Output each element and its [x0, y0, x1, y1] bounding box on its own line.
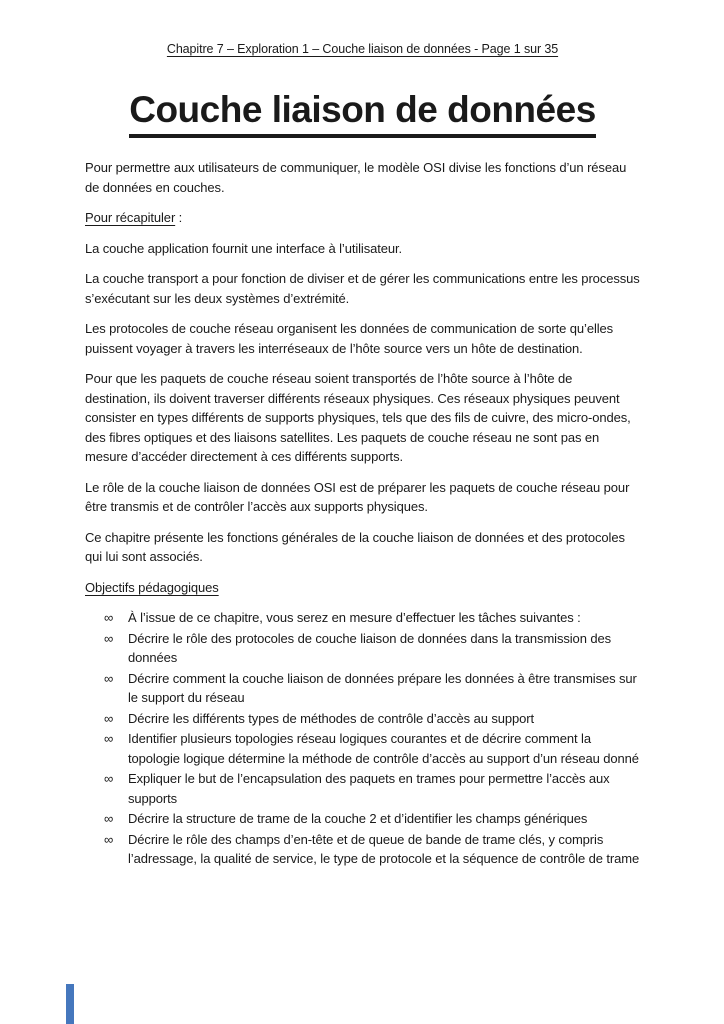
objective-text: Décrire le rôle des champs d’en-tête et de queue de bande de trame clés, y compris l’adressage, la qualité de service, le type de protocole et la séquence de contrôle de trame	[128, 831, 640, 866]
recapituler-suffix: :	[175, 210, 183, 225]
objective-item	[85, 629, 640, 668]
objective-text: Décrire le rôle des protocoles de couche liaison de données dans la transmission des données	[128, 630, 611, 665]
objective-item	[85, 729, 640, 768]
infinity-bullet-icon: ∞	[104, 710, 114, 726]
objective-text: Décrire la structure de trame de la couche 2 et d’identifier les champs génériques	[128, 811, 588, 826]
page-header	[85, 40, 640, 58]
objectives-heading-text: Objectifs pédagogiques	[85, 579, 219, 595]
bottom-blue-marker	[66, 984, 74, 1024]
title-container	[85, 89, 640, 138]
paragraph-paquets-reseau: Pour que les paquets de couche réseau soient transportés de l’hôte source à l’hôte de destination, ils doivent traverser différents réseaux physiques. Ces réseaux physiques peuvent consister en types différents de supports physiques, tels que des fils de cuivre, des micro-ondes, des fibres optiques et des liaisons satellites. Les paquets de couche réseau ne sont pas en mesure d’accéder directement à ces différents supports.	[85, 371, 631, 464]
objective-text: Décrire les différents types de méthodes de contrôle d’accès au support	[128, 710, 534, 726]
objective-item	[85, 608, 640, 628]
infinity-bullet-icon: ∞	[104, 670, 114, 686]
paragraph-protocoles-reseau: Les protocoles de couche réseau organisent les données de communication de sorte qu’elles puissent voyager à travers les interréseaux de l’hôte source vers un hôte de destination.	[85, 321, 614, 356]
recapituler-label: Pour récapituler	[85, 210, 176, 225]
objective-item	[85, 669, 640, 708]
objective-text: À l’issue de ce chapitre, vous serez en mesure d’effectuer les tâches suivantes :	[128, 610, 581, 625]
objectives-heading	[85, 578, 640, 598]
infinity-bullet-icon: ∞	[104, 771, 114, 786]
objective-text: Décrire comment la couche liaison de données prépare les données à être transmises sur le support du réseau	[128, 670, 637, 705]
paragraph-presentation-chapitre: Ce chapitre présente les fonctions générales de la couche liaison de données et des protocoles qui lui sont associés.	[85, 529, 625, 564]
objective-text: Identifier plusieurs topologies réseau logiques courantes et de décrire comment la topologie logique détermine la méthode de contrôle d’accès au support d’un réseau donné	[128, 731, 639, 766]
document-title: Couche liaison de données	[129, 89, 596, 138]
infinity-bullet-icon: ∞	[104, 610, 114, 625]
infinity-bullet-icon: ∞	[104, 630, 114, 646]
objective-item	[85, 709, 640, 729]
objectives-list	[85, 608, 640, 869]
objective-item	[85, 830, 640, 869]
infinity-bullet-icon: ∞	[104, 731, 114, 746]
objective-item	[85, 809, 640, 829]
objective-item	[85, 769, 640, 808]
infinity-bullet-icon: ∞	[104, 811, 114, 826]
infinity-bullet-icon: ∞	[104, 831, 114, 847]
paragraph-recapituler	[85, 208, 640, 228]
paragraph-intro: Pour permettre aux utilisateurs de communiquer, le modèle OSI divise les fonctions d’un réseau de données en couches.	[85, 160, 627, 195]
paragraph-couche-application: La couche application fournit une interface à l’utilisateur.	[85, 240, 403, 256]
paragraph-couche-transport: La couche transport a pour fonction de diviser et de gérer les communications entre les processus s’exécutant sur les deux systèmes d’extrémité.	[85, 271, 640, 306]
objective-text: Expliquer le but de l’encapsulation des paquets en trames pour permettre l’accès aux supports	[128, 771, 610, 806]
document-body	[85, 158, 640, 869]
page-header-text: Chapitre 7 – Exploration 1 – Couche liaison de données - Page 1 sur 35	[166, 42, 559, 56]
paragraph-role-couche-liaison: Le rôle de la couche liaison de données OSI est de préparer les paquets de couche réseau pour être transmis et de contrôler l’accès aux supports physiques.	[85, 479, 630, 514]
